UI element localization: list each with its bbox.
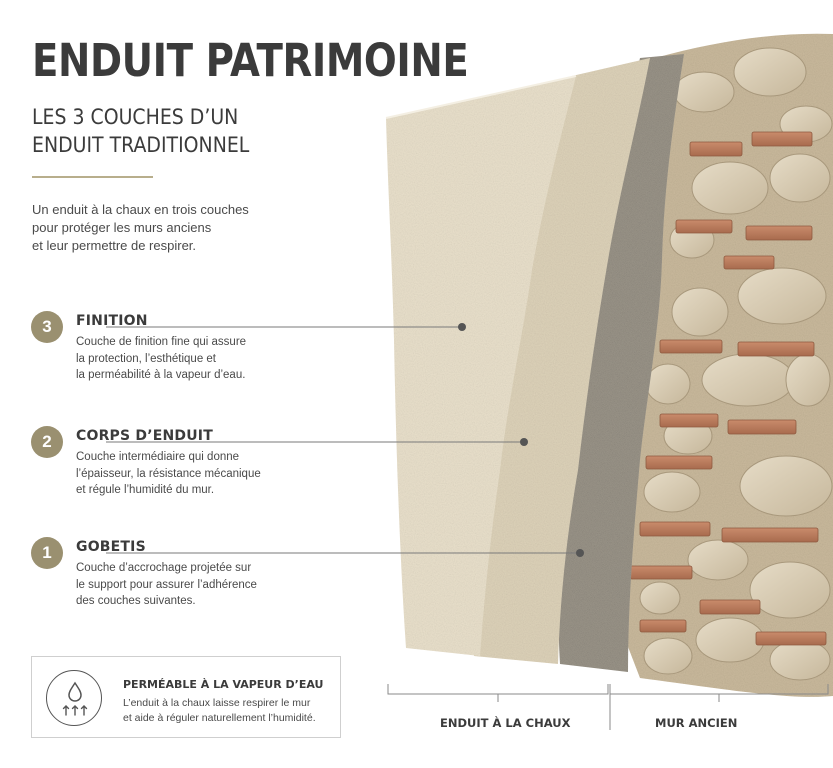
leader-dot-finition [458,323,466,331]
subtitle-line: ENDUIT TRADITIONNEL [32,133,250,157]
scale-label-lime-render: ENDUIT À LA CHAUX [440,716,571,730]
page-title: ENDUIT PATRIMOINE [32,34,469,87]
layer-description-line: Couche intermédiaire qui donne [76,451,240,463]
layer-description-line: le support pour assurer l’adhérence [76,578,257,591]
intro-line: pour protéger les murs anciens [32,220,212,235]
info-box-line: et aide à réguler naturellement l’humidité. [123,712,316,724]
scale-label-old-wall: MUR ANCIEN [655,716,738,730]
info-box-title: PERMÉABLE À LA VAPEUR D’EAU [123,678,324,691]
layer-description-line: Couche d’accrochage projetée sur [76,562,252,574]
layer-description-line: Couche de finition fine qui assure [76,336,247,348]
layer-description [76,560,276,610]
layer-description-line: l’épaisseur, la résistance mécanique [76,467,261,480]
info-box-description [123,696,338,726]
layer-number-badge: 1 [31,537,63,569]
water-vapor-icon [46,670,102,726]
layer-name: GOBETIS [76,539,146,555]
layer-number-badge: 3 [31,311,63,343]
layer-description-line: la protection, l’esthétique et [76,352,217,365]
subtitle-line: LES 3 COUCHES D’UN [32,105,239,129]
layer-number-badge: 2 [31,426,63,458]
layer-description [76,334,276,384]
intro-line: Un enduit à la chaux en trois couches [32,202,249,217]
leader-dot-gobetis [576,549,584,557]
layer-name: FINITION [76,313,148,329]
layer-description-line: des couches suivantes. [76,595,196,607]
layer-description-line: la perméabilité à la vapeur d’eau. [76,369,246,381]
intro-line: et leur permettre de respirer. [32,238,197,253]
layer-description-line: et régule l’humidité du mur. [76,484,215,496]
info-box [31,656,341,738]
layer-name: CORPS D’ENDUIT [76,428,213,444]
leader-dot-corps-enduit [520,438,528,446]
layer-description [76,449,276,499]
info-box-line: L’enduit à la chaux laisse respirer le mur [123,697,311,709]
